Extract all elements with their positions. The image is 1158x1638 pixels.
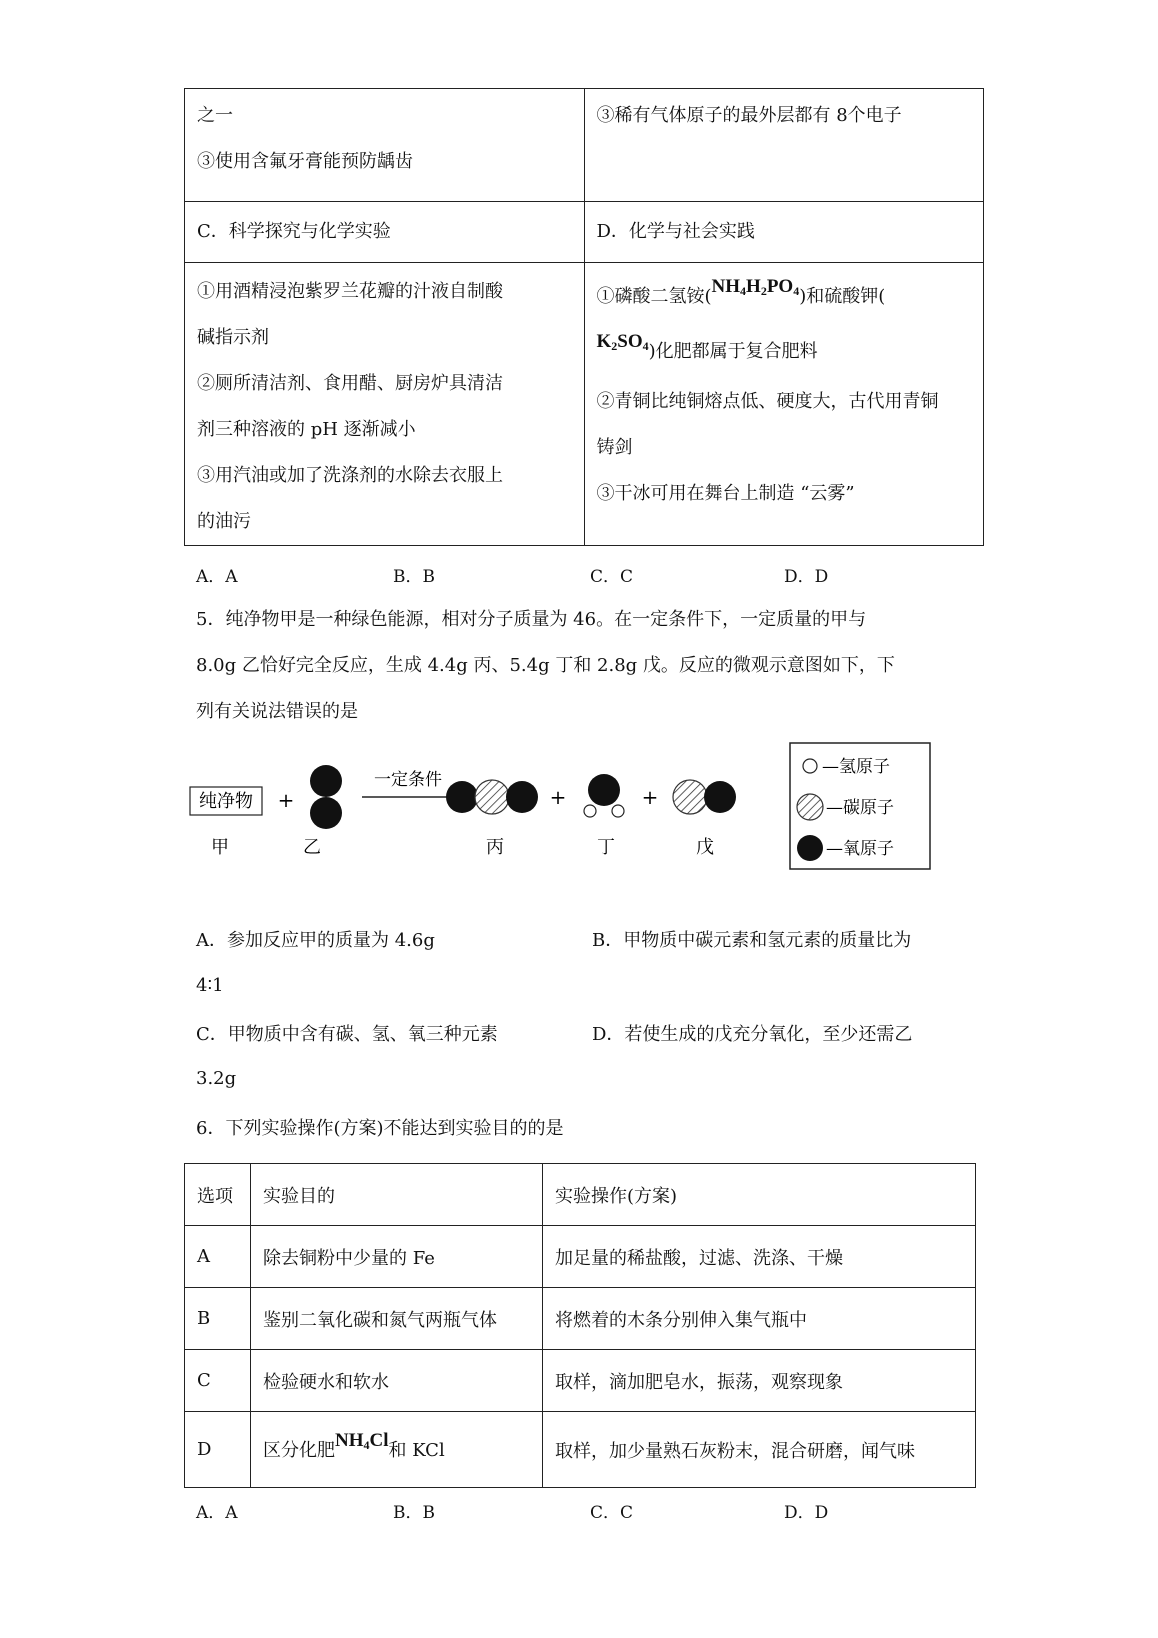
row-option: A [185,1226,251,1288]
cell-b-continued [185,89,585,202]
q5-option-a[interactable]: A．参加反应甲的质量为 4.6g [196,930,435,951]
cell-line: ③稀有气体原子的最外层都有 8个电子 [596,105,902,126]
oxygen-atom [310,765,342,797]
oxygen-atom [310,797,342,829]
label-yi: 乙 [303,837,321,858]
option-a[interactable]: A．A [196,567,238,587]
cell-line: 铸剑 [596,437,633,458]
cell-line: ③用汽油或加了洗涤剂的水除去衣服上 [197,465,503,486]
table-row [185,89,984,202]
cell-line: 剂三种溶液的 pH 逐渐减小 [197,419,416,440]
hydrogen-atom [584,805,596,817]
row-purpose: 检验硬水和软水 [251,1350,543,1412]
pure-substance-label: 纯净物 [199,791,253,812]
row-purpose: 除去铜粉中少量的 Fe [251,1226,543,1288]
plus-sign: + [549,785,567,809]
option-b[interactable]: B．B [393,1503,435,1523]
option-a[interactable]: A．A [196,1503,238,1523]
q5-option-b-continued: 4∶1 [196,975,224,996]
legend-oxygen-label: —氧原子 [826,839,894,859]
q5-option-d-continued: 3.2g [196,1068,237,1089]
table-row [185,263,984,546]
row-method: 取样，滴加肥皂水，振荡，观察现象 [543,1350,976,1412]
formula-nh4h2po4: $NH_4H_2PO_4$ [711,276,800,298]
q5-option-c[interactable]: C．甲物质中含有碳、氢、氧三种元素 [196,1024,498,1045]
q5-stem-line: 列有关说法错误的是 [196,701,358,722]
cell-c-content [185,263,585,546]
formula-k2so4: $K_2SO_4$ [596,331,649,353]
knowledge-table [184,88,984,546]
row-option: B [185,1288,251,1350]
table-row [185,1288,976,1350]
header-method: 实验操作(方案) [543,1164,976,1226]
oxygen-atom [588,774,620,806]
q5-stem-line: 8.0g 乙恰好完全反应，生成 4.4g 丙、5.4g 丁和 2.8g 戊。反应的微观示意图如下，下 [196,655,895,676]
option-c[interactable]: C．C [590,567,634,587]
table-row [185,1226,976,1288]
reaction-diagram [180,735,980,885]
q5-option-d[interactable]: D．若使生成的戊充分氧化，至少还需乙 [592,1024,913,1045]
label-ding: 丁 [597,837,615,858]
row-method: 取样，加少量熟石灰粉末，混合研磨，闻气味 [543,1412,976,1488]
header-d-label: D．化学与社会实践 [596,221,755,242]
plus-sign: + [641,785,659,809]
cell-header-c [185,202,585,263]
header-option: 选项 [185,1164,251,1226]
legend-hydrogen-icon [803,759,817,773]
option-d[interactable]: D．D [784,567,829,587]
table-header-row [185,1164,976,1226]
option-b[interactable]: B．B [393,567,435,587]
option-d[interactable]: D．D [784,1503,829,1523]
table-row [185,1350,976,1412]
cell-d-content [584,263,984,546]
row-purpose: 区分化肥$NH_4Cl$和 KCl [251,1412,543,1488]
cell-line: 的油污 [197,511,251,532]
plus-sign: + [277,788,295,812]
label-jia: 甲 [211,837,229,858]
carbon-atom [673,780,707,814]
q6-stem: 6．下列实验操作(方案)不能达到实验目的的是 [196,1118,564,1139]
label-bing: 丙 [486,837,504,858]
cell-line: ②青铜比纯铜熔点低、硬度大，古代用青铜 [596,391,939,412]
experiment-table [184,1163,976,1488]
q5-stem-line: 5．纯净物甲是一种绿色能源，相对分子质量为 46。在一定条件下，一定质量的甲与 [196,609,867,630]
table-row [185,1412,976,1488]
table-row [185,202,984,263]
cell-header-d [584,202,984,263]
legend-carbon-label: —碳原子 [826,798,894,818]
header-c-label: C．科学探究与化学实验 [197,221,391,242]
legend-hydrogen-label: —氢原子 [822,757,890,777]
legend-oxygen-icon [797,835,823,861]
oxygen-atom [704,781,736,813]
cell-line: ①磷酸二氢铵$(NH_4H_2PO_4)$和硫酸钾( [596,276,886,307]
cell-line: ③使用含氟牙膏能预防龋齿 [197,151,413,172]
oxygen-atom [506,781,538,813]
formula-nh4cl: $NH_4Cl$ [335,1430,389,1452]
cell-line: 碱指示剂 [197,327,269,348]
cell-line: $K_2SO_4$)化肥都属于复合肥料 [596,331,818,362]
option-c[interactable]: C．C [590,1503,634,1523]
row-purpose: 鉴别二氧化碳和氮气两瓶气体 [251,1288,543,1350]
row-option: D [185,1412,251,1488]
cell-line: ③干冰可用在舞台上制造 “云雾” [596,483,855,504]
hydrogen-atom [612,805,624,817]
row-method: 加足量的稀盐酸，过滤、洗涤、干燥 [543,1226,976,1288]
cell-line: ①用酒精浸泡紫罗兰花瓣的汁液自制酸 [197,281,503,302]
oxygen-atom [446,781,478,813]
q5-option-b[interactable]: B．甲物质中碳元素和氢元素的质量比为 [592,930,912,951]
cell-line: ②厕所清洁剂、食用醋、厨房炉具清洁 [197,373,503,394]
cell-line: 之一 [197,105,233,126]
legend-carbon-icon [797,794,823,820]
label-wu: 戊 [696,837,714,858]
carbon-atom [475,780,509,814]
header-purpose: 实验目的 [251,1164,543,1226]
row-option: C [185,1350,251,1412]
cell-a-continued [584,89,984,202]
row-method: 将燃着的木条分别伸入集气瓶中 [543,1288,976,1350]
condition-label: 一定条件 [374,770,442,790]
